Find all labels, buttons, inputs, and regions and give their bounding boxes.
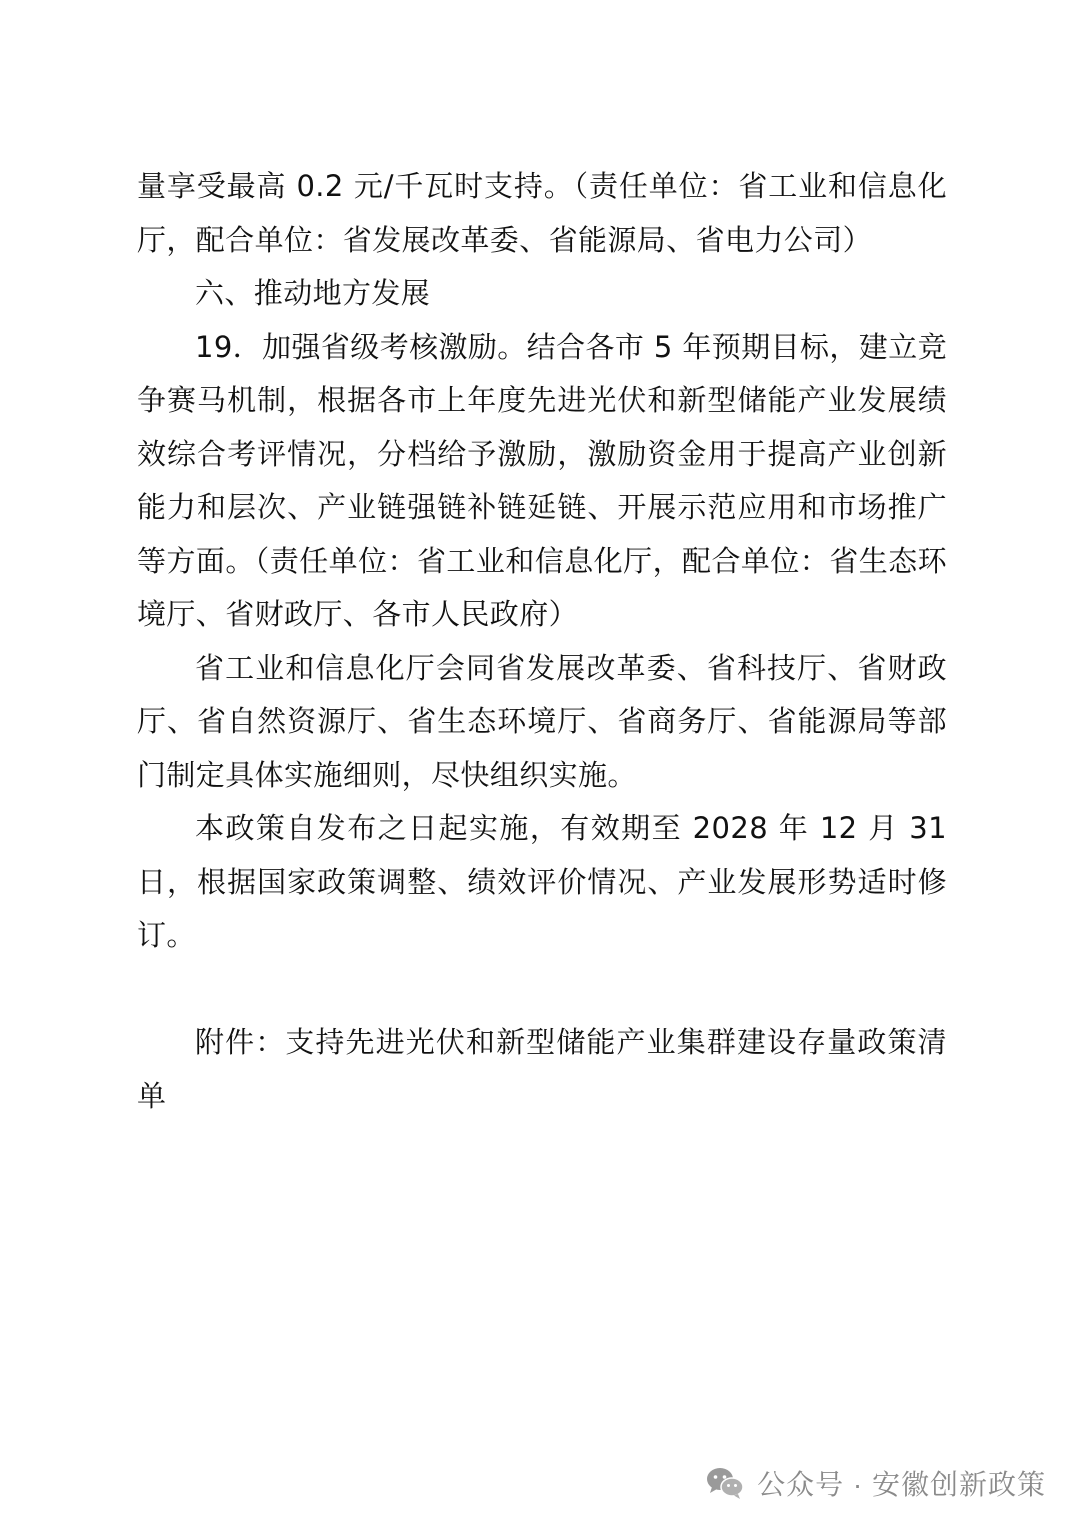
document-body <box>137 160 947 1123</box>
section-heading: 六、推动地方发展 <box>195 276 431 310</box>
blank-line <box>137 963 947 1017</box>
paragraph-continuation: 量享受最高 0.2 元/千瓦时支持。（责任单位：省工业和信息化厅，配合单位：省发展改革委、省能源局、省电力公司） <box>137 169 947 257</box>
watermark-text: 公众号 · 安徽创新政策 <box>757 1469 1046 1500</box>
watermark <box>705 1463 1046 1503</box>
paragraph-validity: 本政策自发布之日起实施，有效期至 2028 年 12 月 31 日，根据国家政策调整、绩效评价情况、产业发展形势适时修订。 <box>137 811 947 952</box>
attachment-line: 附件：支持先进光伏和新型储能产业集群建设存量政策清单 <box>137 1025 947 1113</box>
paragraph-article-19: 19．加强省级考核激励。结合各市 5 年预期目标，建立竞争赛马机制，根据各市上年度先进光伏和新型储能产业发展绩效综合考评情况，分档给予激励，激励资金用于提高产业创新能力和层次、产业链强链补链延链、开展示范应用和市场推广等方面。（责任单位：省工业和信息化厅，配合单位：省生态环境厅、省财政厅、各市人民政府） <box>137 329 947 631</box>
paragraph-implementation: 省工业和信息化厅会同省发展改革委、省科技厅、省财政厅、省自然资源厅、省生态环境厅、省商务厅、省能源局等部门制定具体实施细则，尽快组织实施。 <box>137 650 947 792</box>
wechat-icon <box>705 1466 745 1500</box>
